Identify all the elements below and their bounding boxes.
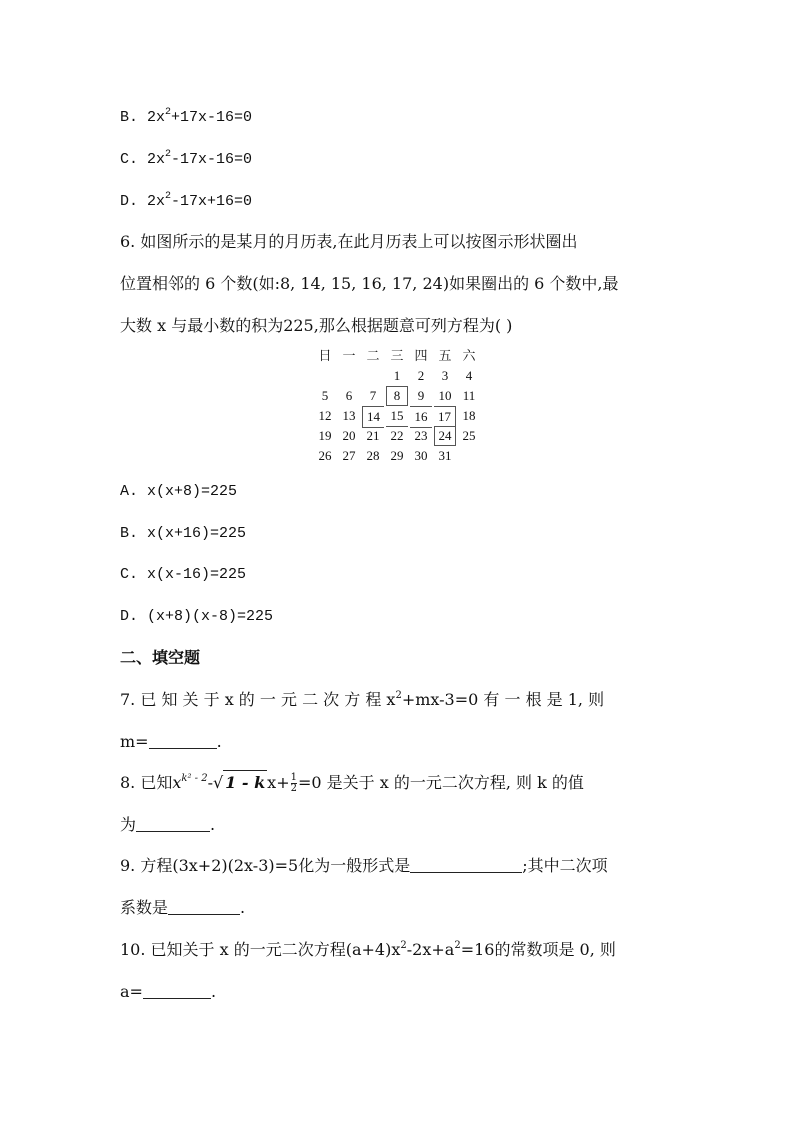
calendar-day-circled: 17 <box>434 406 456 427</box>
calendar-header-row <box>314 346 484 366</box>
calendar-header: 日 <box>318 348 332 363</box>
calendar-header: 四 <box>414 348 428 363</box>
q8-sqrt-content: 1 - k <box>223 770 267 795</box>
q8-sqrt-sign: √ <box>212 773 224 792</box>
calendar-day-circled: 14 <box>362 406 384 428</box>
calendar-day: 30 <box>414 448 428 463</box>
q9-text-post: ;其中二次项 <box>522 856 608 875</box>
q10-text-pre: 10. 已知关于 x 的一元二次方程(a+4)x <box>120 940 401 959</box>
calendar-day: 13 <box>342 408 356 423</box>
q5-option-b <box>120 106 252 130</box>
q5-d-post: -17x+16=0 <box>171 193 253 210</box>
q10-answer-blank[interactable] <box>143 982 211 999</box>
calendar-day: 4 <box>465 368 473 383</box>
calendar-row <box>314 406 484 426</box>
q6-line-2: 位置相邻的 6 个数(如:8, 14, 15, 16, 17, 24)如果圈出的 6 个数中,最 <box>120 274 619 293</box>
q8-frac-den: 2 <box>290 783 297 794</box>
calendar-figure <box>314 346 484 466</box>
q10-answer-label: a= <box>120 982 143 1001</box>
q9-line-1 <box>120 854 608 878</box>
q8-minus: - <box>207 773 213 792</box>
q9-answer-blank-1[interactable] <box>410 856 522 873</box>
q8-var-x: x <box>172 773 182 792</box>
q9-line-2 <box>120 896 245 920</box>
calendar-day: 10 <box>438 388 452 403</box>
calendar-header: 三 <box>390 348 404 363</box>
q10-text-mid: -2x+a <box>406 940 455 959</box>
section-heading-fill-blank: 二、填空题 <box>120 648 201 667</box>
q10-line-1 <box>120 938 616 962</box>
calendar-day: 26 <box>318 448 332 463</box>
q8-exp: k² - 2 <box>181 773 208 784</box>
q7-answer-blank[interactable] <box>149 732 217 749</box>
q7-text-post: +mx-3=0 有 一 根 是 1, 则 <box>401 690 605 709</box>
q7-text-pre: 7. 已 知 关 于 x 的 一 元 二 次 方 程 x <box>120 690 396 709</box>
calendar-day: 31 <box>438 448 452 463</box>
calendar-day: 6 <box>345 388 353 403</box>
q7-line-1 <box>120 688 604 712</box>
q8-frac-num: 1 <box>290 772 297 783</box>
q7-exp: 2 <box>395 690 402 701</box>
q5-d-exp: 2 <box>165 191 172 202</box>
q8-answer-label: 为 <box>120 815 137 834</box>
q10-exp-1: 2 <box>400 940 407 951</box>
q6-line-3: 大数 x 与最小数的积为225,那么根据题意可列方程为( ) <box>120 316 513 335</box>
calendar-day: 29 <box>390 448 404 463</box>
calendar-day: 7 <box>369 388 377 403</box>
q8-text-pre: 8. 已知 <box>120 773 173 792</box>
q10-exp-2: 2 <box>454 940 461 951</box>
calendar-row <box>314 446 484 466</box>
calendar-day: 28 <box>366 448 380 463</box>
q8-text-post: =0 是关于 x 的一元二次方程, 则 k 的值 <box>297 773 584 792</box>
q8-line-2 <box>120 813 215 837</box>
q7-period: . <box>216 732 222 751</box>
q5-b-post: +17x-16=0 <box>171 109 253 126</box>
calendar-day: 23 <box>414 428 428 443</box>
q9-answer-blank-2[interactable] <box>168 898 240 915</box>
q5-c-exp: 2 <box>165 149 172 160</box>
q9-text-pre: 9. 方程(3x+2)(2x-3)=5化为一般形式是 <box>120 856 411 875</box>
q6-option-d: D. (x+8)(x-8)=225 <box>120 608 274 625</box>
q5-b-exp: 2 <box>165 107 172 118</box>
calendar-row <box>314 366 484 386</box>
calendar-day: 25 <box>462 428 476 443</box>
calendar-day-circled: 8 <box>386 386 408 406</box>
q8-answer-blank[interactable] <box>136 815 210 832</box>
q6-option-a: A. x(x+8)=225 <box>120 483 238 500</box>
q8-fraction <box>291 773 297 794</box>
calendar-header: 六 <box>462 348 476 363</box>
q5-c-pre: C. 2x <box>120 151 166 168</box>
calendar-day: 12 <box>318 408 332 423</box>
q8-text-mid: x+ <box>267 773 290 792</box>
calendar-day-circled: 15 <box>386 406 408 427</box>
q9-answer-label: 系数是 <box>120 898 169 917</box>
q5-option-c <box>120 148 252 172</box>
calendar-day: 1 <box>393 368 401 383</box>
calendar-day: 2 <box>417 368 425 383</box>
q7-answer-label: m= <box>120 732 149 751</box>
q10-period: . <box>210 982 217 1001</box>
calendar-day-circled: 24 <box>434 426 456 446</box>
calendar-day-circled: 16 <box>410 406 432 428</box>
calendar-day: 18 <box>462 408 476 423</box>
q6-option-c: C. x(x-16)=225 <box>120 566 247 583</box>
calendar-day: 27 <box>342 448 356 463</box>
q6-option-b: B. x(x+16)=225 <box>120 525 247 542</box>
q5-d-pre: D. 2x <box>120 193 166 210</box>
calendar-day: 21 <box>366 428 380 443</box>
q7-line-2 <box>120 730 222 754</box>
q5-c-post: -17x-16=0 <box>171 151 253 168</box>
calendar-header: 一 <box>342 348 356 363</box>
calendar-day: 11 <box>462 388 476 403</box>
calendar-day: 20 <box>342 428 356 443</box>
calendar-day: 19 <box>318 428 332 443</box>
calendar-day: 9 <box>417 388 425 403</box>
q8-line-1 <box>120 770 584 795</box>
calendar-day: 5 <box>321 388 329 403</box>
calendar-day: 3 <box>441 368 449 383</box>
calendar-day: 22 <box>390 428 404 443</box>
calendar-row <box>314 386 484 406</box>
q8-period: . <box>210 815 216 834</box>
q5-option-d <box>120 190 252 214</box>
q5-b-pre: B. 2x <box>120 109 166 126</box>
q10-line-2 <box>120 980 216 1004</box>
calendar-row <box>314 426 484 446</box>
q6-line-1: 6. 如图所示的是某月的月历表,在此月历表上可以按图示形状圈出 <box>120 232 578 251</box>
q10-text-post: =16的常数项是 0, 则 <box>460 940 616 959</box>
q9-period: . <box>240 898 246 917</box>
calendar-header: 二 <box>366 348 380 363</box>
calendar-header: 五 <box>438 348 452 363</box>
